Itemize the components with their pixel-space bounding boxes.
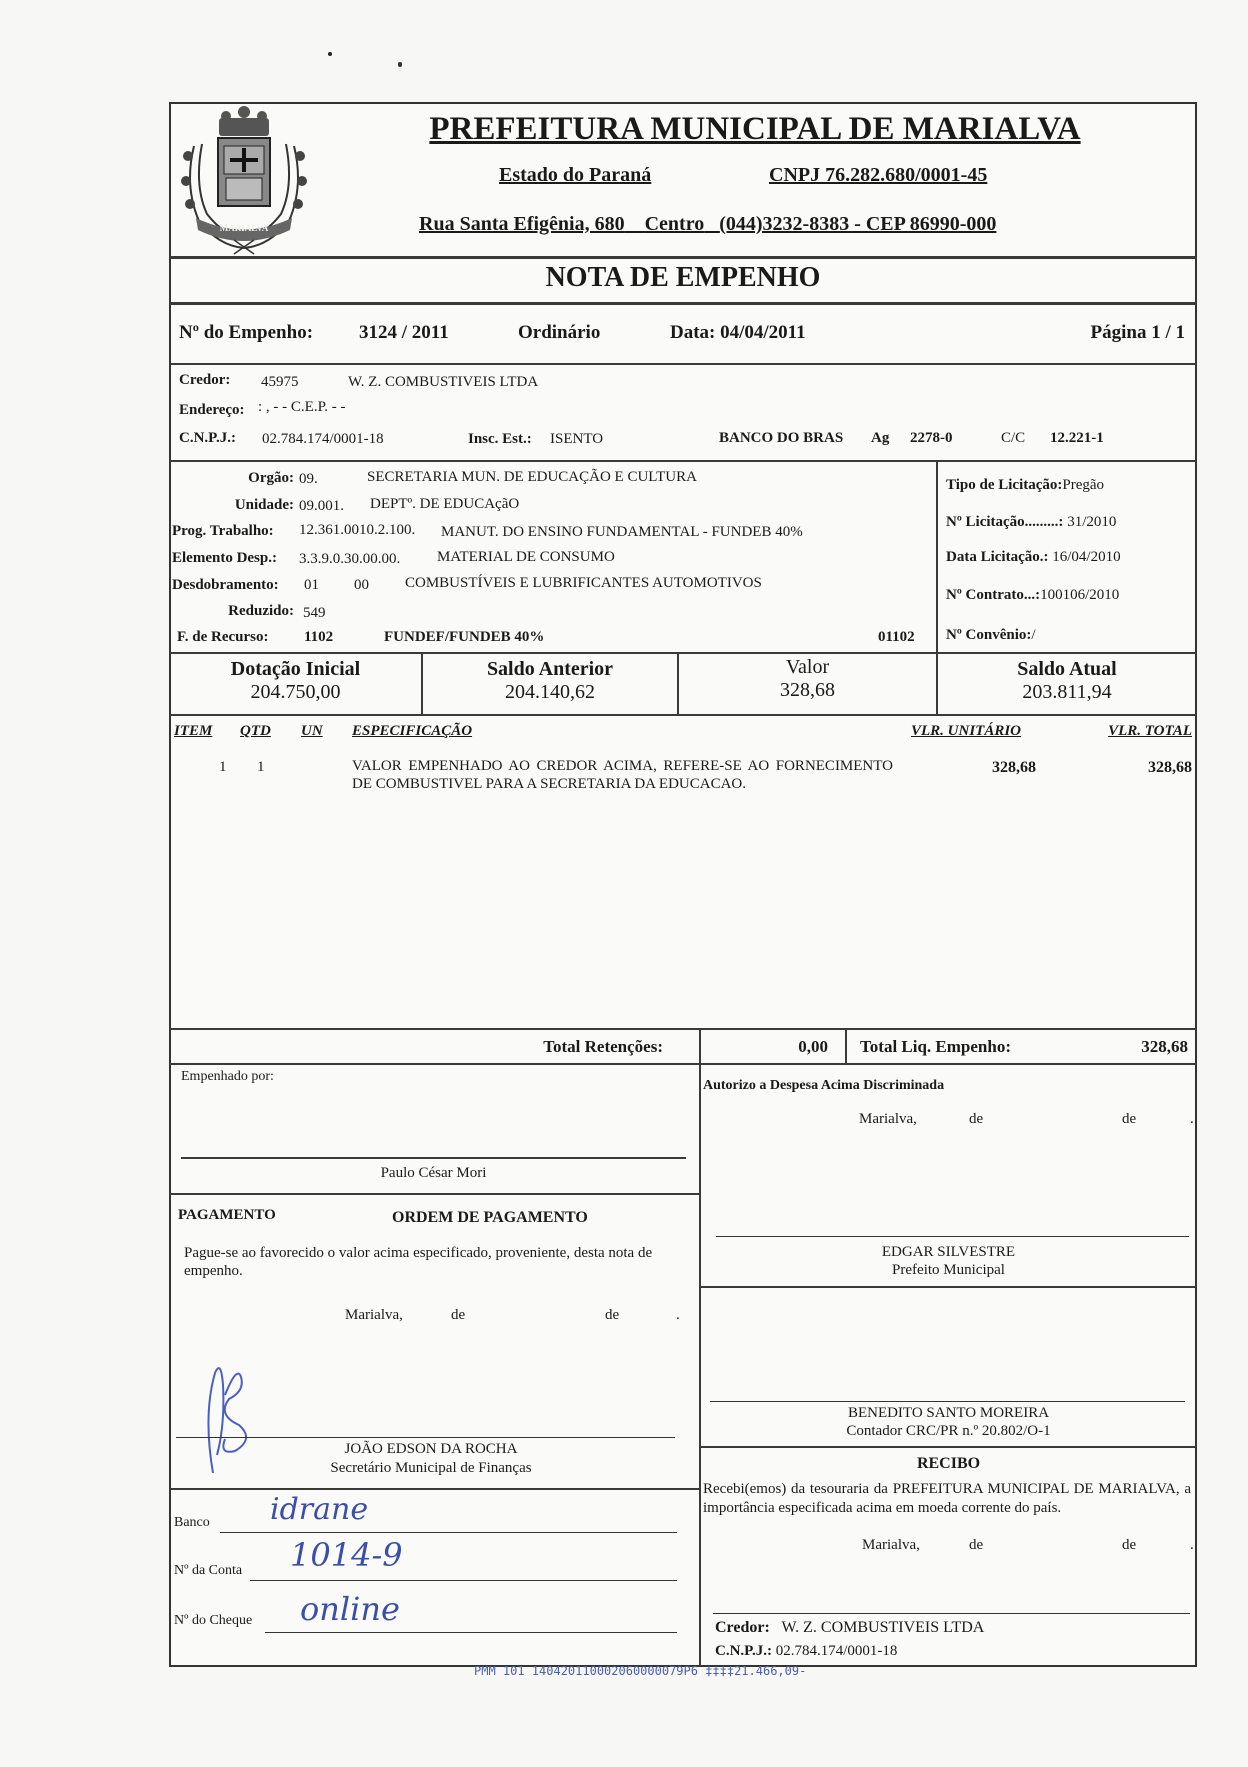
- autorizo-de-1: de: [969, 1111, 984, 1127]
- empenho-date: Data: 04/04/2011: [670, 322, 806, 343]
- autorizo-dot: .: [1190, 1111, 1194, 1127]
- secretario-role: Secretário Municipal de Finanças: [330, 1460, 532, 1476]
- desdobramento-code-b: 00: [354, 577, 369, 593]
- ordem-place: Marialva,: [345, 1307, 403, 1323]
- prog-label: Prog. Trabalho:: [172, 523, 274, 539]
- state-name: Estado do Paraná: [499, 164, 652, 186]
- desdobramento-code-a: 01: [304, 577, 319, 593]
- ordem-de-1: de: [451, 1307, 466, 1323]
- recibo-credor-label: Credor:: [715, 1619, 770, 1636]
- municipality-title: PREFEITURA MUNICIPAL DE MARIALVA: [429, 111, 1081, 147]
- ordem-pagamento-text: Pague-se ao favorecido o valor acima especificado, proveniente, desta nota de empenho.: [184, 1245, 653, 1279]
- elemento-name: MATERIAL DE CONSUMO: [437, 549, 615, 565]
- contrato-value: 100106/2010: [1040, 587, 1120, 603]
- agency-label: Ag: [871, 430, 890, 446]
- row-vlr-total: 328,68: [1148, 759, 1192, 776]
- scan-speck: [398, 62, 402, 67]
- contador-role: Contador CRC/PR n.º 20.802/O-1: [846, 1423, 1051, 1439]
- page-indicator: Página 1 / 1: [1090, 322, 1185, 343]
- empenhado-por-name: Paulo César Mori: [380, 1165, 487, 1181]
- recibo-place: Marialva,: [862, 1537, 920, 1553]
- recibo-de-2: de: [1122, 1537, 1137, 1553]
- conta-label: Nº da Conta: [174, 1563, 243, 1578]
- credor-label: Credor:: [179, 372, 231, 388]
- desdobramento-name: COMBUSTÍVEIS E LUBRIFICANTES AUTOMOTIVOS: [405, 575, 762, 591]
- balance-dotacao-inicial: Dotação Inicial 204.750,00: [230, 658, 361, 703]
- col-item: ITEM: [174, 723, 213, 739]
- credor-address: : , - - C.E.P. - -: [258, 399, 346, 415]
- total-liq-label: Total Liq. Empenho:: [860, 1037, 1011, 1056]
- row-vlr-unitario: 328,68: [992, 759, 1036, 776]
- recibo-dot: .: [1190, 1537, 1194, 1553]
- convenio-label: Nº Convênio:: [946, 627, 1032, 643]
- total-retencoes-value: 0,00: [798, 1037, 828, 1056]
- credor-cnpj: 02.784.174/0001-18: [262, 431, 384, 447]
- ordem-de-2: de: [605, 1307, 620, 1323]
- prefeito-name: EDGAR SILVESTRE: [881, 1244, 1016, 1260]
- empenho-type: Ordinário: [518, 322, 601, 343]
- reduzido-value: 549: [303, 605, 326, 621]
- autorizo-de-2: de: [1122, 1111, 1137, 1127]
- balance-valor: Valor 328,68: [780, 656, 835, 701]
- recibo-credor-name: W. Z. COMBUSTIVEIS LTDA: [781, 1619, 985, 1636]
- balance-saldo-atual: Saldo Atual 203.811,94: [1017, 658, 1117, 703]
- col-vlr-total: VLR. TOTAL: [1108, 723, 1192, 739]
- contrato-label: Nº Contrato...:: [946, 587, 1041, 603]
- bank-authentication-stamp: PMM 101 140420110002060000079P6 ‡‡‡‡21.466,09-: [474, 1664, 807, 1678]
- pagamento-label: PAGAMENTO: [178, 1207, 276, 1223]
- licitacao-date: 16/04/2010: [1048, 549, 1121, 565]
- banco-label: Banco: [174, 1515, 210, 1530]
- elemento-code: 3.3.9.0.30.00.00.: [299, 551, 401, 567]
- orgao-name: SECRETARIA MUN. DE EDUCAÇÃO E CULTURA: [367, 469, 697, 485]
- svg-text:MARIALVA: MARIALVA: [219, 223, 269, 233]
- col-especificacao: ESPECIFICAÇÃO: [352, 723, 473, 739]
- empenho-number-label: Nº do Empenho:: [179, 322, 314, 343]
- unidade-name: DEPTº. DE EDUCAçãO: [370, 496, 520, 512]
- insc-value: ISENTO: [550, 431, 604, 447]
- credor-code: 45975: [261, 374, 299, 390]
- prefeito-role: Prefeito Municipal: [892, 1262, 1005, 1278]
- row-qtd: 1: [257, 759, 265, 775]
- unidade-code: 09.001.: [299, 498, 344, 514]
- recibo-text: Recebi(emos) da tesouraria da PREFEITURA MUNICIPAL DE MARIALVA, a importância especificada acima em moeda corrente do país.: [703, 1481, 1191, 1516]
- licitacao-number-label: Nº Licitação.........:: [946, 514, 1064, 530]
- row-especificacao: VALOR EMPENHADO AO CREDOR ACIMA, REFERE-SE AO FORNECIMENTO DE COMBUSTIVEL PARA A SECRETARIA DA EDUCACAO.: [352, 758, 893, 792]
- cnpj-label: C.N.P.J.:: [179, 430, 236, 446]
- account-number: 12.221-1: [1050, 430, 1104, 446]
- cheque-handwritten: online: [300, 1590, 400, 1628]
- document-title: NOTA DE EMPENHO: [545, 262, 821, 293]
- insc-label: Insc. Est.:: [468, 431, 532, 447]
- orgao-label: Orgão:: [248, 470, 294, 486]
- conta-handwritten: 1014-9: [290, 1536, 403, 1574]
- ordem-dot: .: [676, 1307, 680, 1323]
- coat-of-arms-logo: [174, 106, 314, 256]
- street-address: Rua Santa Efigênia, 680: [419, 213, 625, 235]
- unidade-label: Unidade:: [234, 497, 294, 513]
- banco-handwritten: idrane: [270, 1492, 369, 1527]
- empenho-number: 3124 / 2011: [359, 322, 449, 343]
- total-liq-value: 328,68: [1141, 1037, 1188, 1056]
- orgao-code: 09.: [299, 471, 318, 487]
- autorizo-label: Autorizo a Despesa Acima Discriminada: [703, 1078, 945, 1093]
- balance-saldo-anterior: Saldo Anterior 204.140,62: [486, 658, 614, 703]
- prog-name: MANUT. DO ENSINO FUNDAMENTAL - FUNDEB 40%: [441, 524, 803, 540]
- address-label: Endereço:: [179, 402, 245, 418]
- col-vlr-unitario: VLR. UNITÁRIO: [911, 723, 1022, 739]
- convenio-value: /: [1031, 627, 1036, 643]
- phone-cep: (044)3232-8383 - CEP 86990-000: [719, 213, 997, 235]
- total-retencoes-label: Total Retenções:: [543, 1037, 663, 1056]
- licitacao-number: 31/2010: [1063, 514, 1117, 530]
- bank-name: BANCO DO BRAS: [719, 430, 844, 446]
- col-un: UN: [301, 723, 323, 739]
- recibo-cnpj-label: C.N.P.J.:: [715, 1643, 772, 1659]
- desdobramento-label: Desdobramento:: [172, 577, 279, 593]
- secretario-name: JOÃO EDSON DA ROCHA: [344, 1441, 518, 1457]
- recurso-ref: 01102: [878, 629, 915, 645]
- empenhado-por-label: Empenhado por:: [181, 1069, 274, 1084]
- recibo-cnpj: 02.784.174/0001-18: [775, 1643, 898, 1659]
- elemento-label: Elemento Desp.:: [172, 550, 277, 566]
- scan-speck: [328, 52, 332, 56]
- cheque-label: Nº do Cheque: [174, 1613, 253, 1628]
- recurso-code: 1102: [304, 629, 334, 645]
- recibo-de-1: de: [969, 1537, 984, 1553]
- recurso-name: FUNDEF/FUNDEB 40%: [384, 629, 545, 645]
- reduzido-label: Reduzido:: [228, 603, 294, 619]
- autorizo-place: Marialva,: [859, 1111, 917, 1127]
- tipo-licitacao-value: Pregão: [1062, 477, 1105, 493]
- district: Centro: [644, 213, 705, 235]
- municipality-cnpj: CNPJ 76.282.680/0001-45: [769, 164, 988, 186]
- row-item: 1: [219, 759, 227, 775]
- col-qtd: QTD: [240, 723, 271, 739]
- recibo-title: RECIBO: [916, 1455, 981, 1472]
- agency-number: 2278-0: [910, 430, 953, 446]
- contador-name: BENEDITO SANTO MOREIRA: [847, 1405, 1050, 1421]
- licitacao-date-label: Data Licitação.:: [946, 549, 1049, 565]
- account-label: C/C: [1001, 430, 1026, 446]
- ordem-pagamento-title: ORDEM DE PAGAMENTO: [392, 1209, 588, 1226]
- credor-name: W. Z. COMBUSTIVEIS LTDA: [348, 374, 539, 390]
- prog-code: 12.361.0010.2.100.: [299, 522, 416, 538]
- recurso-label: F. de Recurso:: [177, 629, 269, 645]
- tipo-licitacao-label: Tipo de Licitação:: [946, 477, 1063, 493]
